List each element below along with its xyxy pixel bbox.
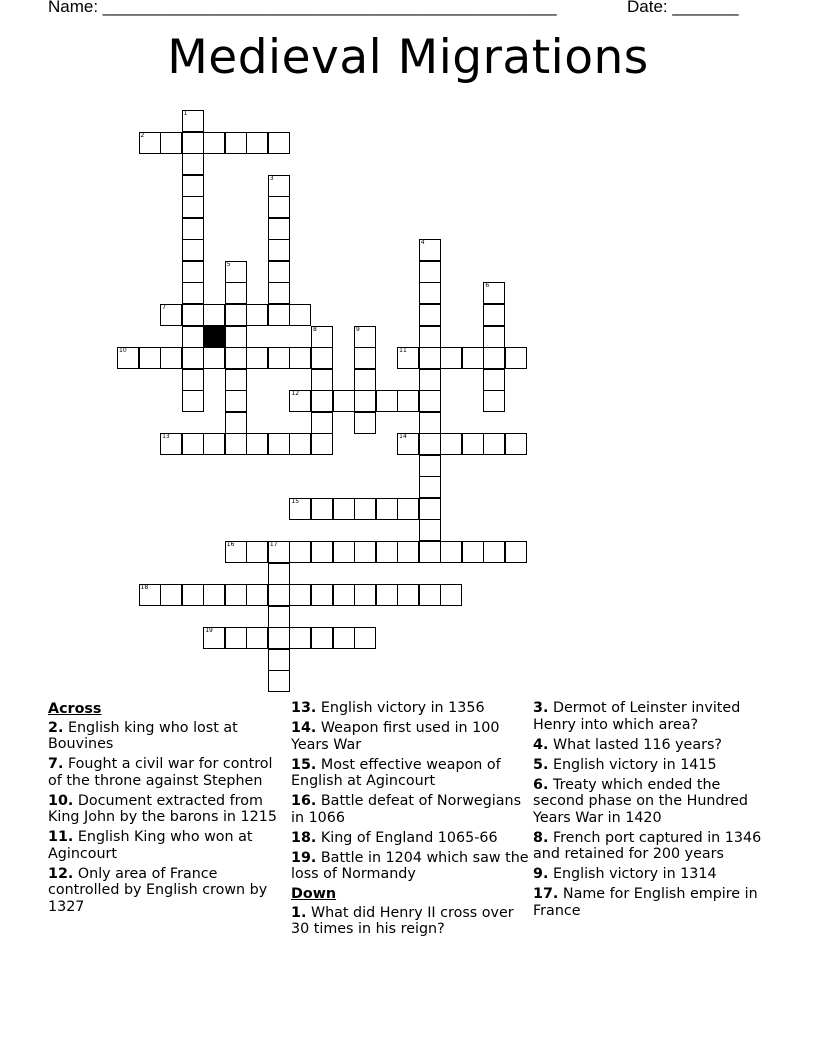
- grid-cell[interactable]: [333, 498, 355, 520]
- grid-cell[interactable]: [225, 347, 247, 369]
- grid-cell[interactable]: [268, 563, 290, 585]
- grid-cell[interactable]: [182, 196, 204, 218]
- grid-cell[interactable]: [483, 541, 505, 563]
- grid-cell[interactable]: [225, 132, 247, 154]
- grid-cell[interactable]: [289, 347, 311, 369]
- clue-across-19: 19. Battle in 1204 which saw the loss of Normandy: [291, 849, 529, 882]
- grid-cell[interactable]: [397, 584, 419, 606]
- grid-cell[interactable]: [160, 433, 182, 455]
- grid-cell[interactable]: [160, 304, 182, 326]
- grid-cell[interactable]: [419, 476, 441, 498]
- clue-across-18: 18. King of England 1065-66: [291, 829, 498, 846]
- grid-cell[interactable]: [419, 326, 441, 348]
- grid-cell[interactable]: [268, 649, 290, 671]
- grid-cell[interactable]: [225, 584, 247, 606]
- grid-cell[interactable]: [354, 584, 376, 606]
- grid-cell[interactable]: [139, 347, 161, 369]
- clue-number: 13: [162, 433, 170, 441]
- clue-down-1: 1. What did Henry II cross over 30 times in his reign?: [291, 904, 514, 937]
- grid-cell[interactable]: [311, 326, 333, 348]
- grid-cell[interactable]: [354, 390, 376, 412]
- grid-cell[interactable]: [354, 369, 376, 391]
- grid-cell[interactable]: [203, 627, 225, 649]
- grid-cell[interactable]: [160, 132, 182, 154]
- grid-cell[interactable]: [225, 412, 247, 434]
- grid-cell[interactable]: [203, 304, 225, 326]
- grid-cell[interactable]: [268, 584, 290, 606]
- clue-down-6: 6. Treaty which ended the second phase on the Hundred Years War in 1420: [533, 776, 748, 826]
- grid-cell[interactable]: [505, 541, 527, 563]
- grid-cell[interactable]: [376, 584, 398, 606]
- grid-cell[interactable]: [160, 347, 182, 369]
- grid-cell[interactable]: [203, 584, 225, 606]
- clue-across-7: 7. Fought a civil war for control of the throne against Stephen: [48, 756, 273, 789]
- grid-cell[interactable]: [483, 433, 505, 455]
- grid-cell[interactable]: [419, 261, 441, 283]
- grid-cell[interactable]: [246, 541, 268, 563]
- grid-block: [203, 326, 225, 348]
- clue-number: 16: [226, 541, 235, 548]
- grid-cell[interactable]: [419, 390, 441, 412]
- grid-cell[interactable]: [483, 390, 505, 412]
- grid-cell[interactable]: [483, 282, 505, 304]
- grid-cell[interactable]: [139, 584, 161, 606]
- across-heading: Across: [48, 701, 102, 717]
- grid-cell[interactable]: [225, 541, 247, 563]
- grid-cell[interactable]: [182, 175, 204, 197]
- grid-cell[interactable]: [268, 347, 290, 369]
- clue-across-16: 16. Battle defeat of Norwegians in 1066: [291, 793, 522, 826]
- clue-number: 12: [291, 390, 300, 398]
- clue-number: 4: [420, 239, 425, 247]
- grid-cell[interactable]: [397, 347, 419, 369]
- grid-cell[interactable]: [354, 347, 376, 369]
- grid-cell[interactable]: [268, 433, 290, 455]
- grid-cell[interactable]: [419, 239, 441, 261]
- grid-cell[interactable]: [289, 433, 311, 455]
- grid-cell[interactable]: [182, 433, 204, 455]
- down-heading: Down: [291, 886, 337, 902]
- grid-cell[interactable]: [419, 412, 441, 434]
- clue-down-8: 8. French port captured in 1346 and retained for 200 years: [533, 829, 762, 862]
- grid-cell[interactable]: [333, 390, 355, 412]
- grid-cell[interactable]: [419, 282, 441, 304]
- grid-cell[interactable]: [268, 261, 290, 283]
- grid-cell[interactable]: [311, 433, 333, 455]
- clue-column-2: [291, 700, 529, 941]
- clue-number: 15: [291, 497, 300, 505]
- grid-cell[interactable]: [397, 433, 419, 455]
- clue-column-1: [48, 700, 286, 919]
- grid-cell[interactable]: [139, 132, 161, 154]
- clue-across-10: 10. Document extracted from King John by the barons in 1215: [48, 792, 277, 825]
- grid-cell[interactable]: [440, 347, 462, 369]
- clue-number: 19: [205, 627, 213, 635]
- grid-cell[interactable]: [182, 282, 204, 304]
- grid-cell[interactable]: [246, 132, 268, 154]
- grid-cell[interactable]: [419, 433, 441, 455]
- grid-cell[interactable]: [246, 304, 268, 326]
- grid-cell[interactable]: [505, 433, 527, 455]
- grid-cell[interactable]: [203, 433, 225, 455]
- grid-cell[interactable]: [397, 390, 419, 412]
- grid-cell[interactable]: [289, 498, 311, 520]
- grid-cell[interactable]: [246, 433, 268, 455]
- clue-across-2: 2. English king who lost at Bouvines: [48, 719, 238, 752]
- grid-cell[interactable]: [268, 218, 290, 240]
- grid-cell[interactable]: [376, 541, 398, 563]
- grid-cell[interactable]: [311, 498, 333, 520]
- grid-cell[interactable]: [268, 627, 290, 649]
- grid-cell[interactable]: [419, 498, 441, 520]
- clue-down-3: 3. Dermot of Leinster invited Henry into which area?: [533, 700, 741, 733]
- clue-number: 5: [226, 260, 231, 268]
- grid-cell[interactable]: [246, 347, 268, 369]
- clue-number: 2: [140, 131, 145, 139]
- grid-cell[interactable]: [483, 304, 505, 326]
- clue-number: 11: [399, 347, 407, 355]
- grid-cell[interactable]: [225, 261, 247, 283]
- grid-cell[interactable]: [354, 541, 376, 563]
- clue-across-11: 11. English King who won at Agincourt: [48, 829, 253, 862]
- grid-cell[interactable]: [246, 584, 268, 606]
- grid-cell[interactable]: [268, 606, 290, 628]
- grid-cell[interactable]: [397, 498, 419, 520]
- grid-cell[interactable]: [268, 175, 290, 197]
- grid-cell[interactable]: [483, 347, 505, 369]
- grid-cell[interactable]: [268, 239, 290, 261]
- grid-cell[interactable]: [182, 132, 204, 154]
- grid-cell[interactable]: [203, 132, 225, 154]
- grid-cell[interactable]: [268, 196, 290, 218]
- grid-cell[interactable]: [268, 670, 290, 692]
- grid-cell[interactable]: [268, 282, 290, 304]
- grid-cell[interactable]: [117, 347, 139, 369]
- grid-cell[interactable]: [225, 304, 247, 326]
- clue-number: 6: [485, 282, 490, 290]
- grid-cell[interactable]: [182, 326, 204, 348]
- grid-cell[interactable]: [376, 498, 398, 520]
- grid-cell[interactable]: [268, 304, 290, 326]
- grid-cell[interactable]: [182, 110, 204, 132]
- grid-cell[interactable]: [483, 326, 505, 348]
- grid-cell[interactable]: [440, 433, 462, 455]
- grid-cell[interactable]: [333, 541, 355, 563]
- clue-across-15: 15. Most effective weapon of English at Agincourt: [291, 756, 501, 789]
- grid-cell[interactable]: [182, 261, 204, 283]
- clue-down-5: 5. English victory in 1415: [533, 756, 717, 773]
- grid-cell[interactable]: [354, 627, 376, 649]
- grid-cell[interactable]: [505, 347, 527, 369]
- grid-cell[interactable]: [289, 304, 311, 326]
- grid-cell[interactable]: [225, 627, 247, 649]
- grid-cell[interactable]: [462, 433, 484, 455]
- grid-cell[interactable]: [225, 326, 247, 348]
- grid-cell[interactable]: [203, 347, 225, 369]
- clue-number: 14: [399, 433, 407, 441]
- grid-cell[interactable]: [182, 369, 204, 391]
- clue-across-14: 14. Weapon first used in 100 Years War: [291, 720, 500, 753]
- clue-number: 10: [119, 347, 127, 355]
- grid-cell[interactable]: [289, 584, 311, 606]
- clue-number: 18: [140, 584, 149, 592]
- grid-cell[interactable]: [160, 584, 182, 606]
- grid-cell[interactable]: [289, 541, 311, 563]
- grid-cell[interactable]: [311, 369, 333, 391]
- clue-down-17: 17. Name for English empire in France: [533, 886, 758, 919]
- grid-cell[interactable]: [182, 390, 204, 412]
- clue-down-4: 4. What lasted 116 years?: [533, 736, 723, 753]
- grid-cell[interactable]: [182, 304, 204, 326]
- grid-cell[interactable]: [354, 412, 376, 434]
- grid-cell[interactable]: [225, 282, 247, 304]
- clue-number: 9: [356, 325, 360, 333]
- clue-number: 3: [269, 174, 274, 182]
- grid-cell[interactable]: [397, 541, 419, 563]
- grid-cell[interactable]: [268, 541, 290, 563]
- grid-cell[interactable]: [419, 347, 441, 369]
- grid-cell[interactable]: [289, 627, 311, 649]
- clue-column-3: [533, 700, 771, 923]
- clue-number: 8: [312, 325, 317, 333]
- grid-cell[interactable]: [311, 390, 333, 412]
- grid-cell[interactable]: [440, 541, 462, 563]
- grid-cell[interactable]: [462, 541, 484, 563]
- grid-cell[interactable]: [311, 412, 333, 434]
- grid-cell[interactable]: [182, 584, 204, 606]
- grid-cell[interactable]: [354, 326, 376, 348]
- grid-cell[interactable]: [376, 390, 398, 412]
- grid-cell[interactable]: [225, 369, 247, 391]
- grid-cell[interactable]: [440, 584, 462, 606]
- clue-down-9: 9. English victory in 1314: [533, 866, 717, 882]
- grid-cell[interactable]: [182, 153, 204, 175]
- grid-cell[interactable]: [419, 584, 441, 606]
- grid-cell[interactable]: [289, 390, 311, 412]
- grid-cell[interactable]: [419, 455, 441, 477]
- grid-cell[interactable]: [268, 132, 290, 154]
- grid-cell[interactable]: [354, 498, 376, 520]
- date-field[interactable]: Date: _______: [627, 0, 739, 16]
- grid-cell[interactable]: [182, 218, 204, 240]
- grid-cell[interactable]: [419, 541, 441, 563]
- grid-cell[interactable]: [311, 627, 333, 649]
- puzzle-title: Medieval Migrations: [167, 30, 649, 85]
- grid-cell[interactable]: [225, 433, 247, 455]
- clue-number: 17: [269, 541, 278, 548]
- grid-cell[interactable]: [419, 519, 441, 541]
- grid-cell[interactable]: [225, 390, 247, 412]
- grid-cell[interactable]: [311, 584, 333, 606]
- grid-cell[interactable]: [419, 369, 441, 391]
- grid-cell[interactable]: [182, 347, 204, 369]
- clue-across-13: 13. English victory in 1356: [291, 700, 485, 716]
- grid-cell[interactable]: [419, 304, 441, 326]
- grid-cell[interactable]: [311, 347, 333, 369]
- grid-cell[interactable]: [333, 584, 355, 606]
- grid-cell[interactable]: [182, 239, 204, 261]
- grid-cell[interactable]: [311, 541, 333, 563]
- grid-cell[interactable]: [483, 369, 505, 391]
- grid-cell[interactable]: [333, 627, 355, 649]
- grid-cell[interactable]: [462, 347, 484, 369]
- clue-number: 7: [162, 303, 166, 311]
- grid-cell[interactable]: [246, 627, 268, 649]
- clue-across-12: 12. Only area of France controlled by English crown by 1327: [48, 865, 268, 915]
- name-field[interactable]: Name: ________________________________________________: [48, 0, 557, 16]
- clue-number: 1: [183, 110, 188, 117]
